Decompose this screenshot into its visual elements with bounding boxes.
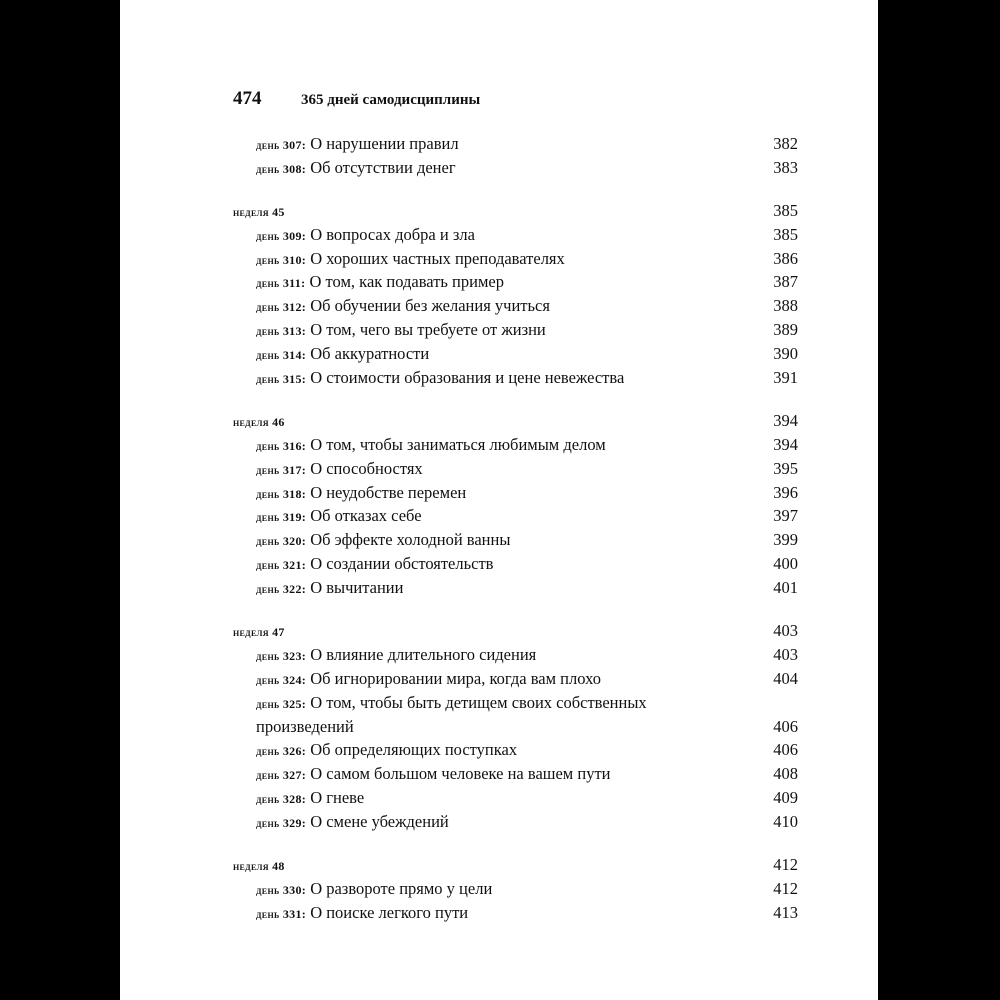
day-label: день 312: xyxy=(256,300,307,315)
toc-entry[interactable] xyxy=(233,667,798,691)
day-label: день 309: xyxy=(256,228,307,243)
toc-entry[interactable] xyxy=(233,786,798,810)
toc-entry[interactable] xyxy=(233,877,798,901)
entry-page-number: 397 xyxy=(773,506,798,526)
toc-entry[interactable] xyxy=(233,901,798,925)
entry-title: О нарушении правил xyxy=(310,134,459,153)
entry-title: Об определяющих поступках xyxy=(310,740,518,760)
entry-page-number: 390 xyxy=(773,344,798,364)
entry-title: О влияние длительного сидения xyxy=(310,644,537,664)
toc-week-heading[interactable] xyxy=(233,409,798,433)
entry-page-number: 389 xyxy=(773,320,798,340)
day-label: день 314: xyxy=(256,348,307,363)
entry-title: О развороте прямо у цели xyxy=(310,878,493,898)
entry-page-number: 394 xyxy=(773,434,798,454)
entry-title: О неудобстве перемен xyxy=(310,482,467,502)
week-label: неделя 45 xyxy=(233,204,285,219)
entry-page-number: 413 xyxy=(773,902,798,922)
entry-title: О том, как подавать пример xyxy=(309,272,504,292)
day-label: день 324: xyxy=(256,672,307,687)
entry-title: О том, чего вы требуете от жизни xyxy=(310,320,546,340)
toc-entry[interactable] xyxy=(233,528,798,552)
book-page xyxy=(120,0,878,1000)
entry-title: О поиске легкого пути xyxy=(310,902,469,922)
day-label: день 317: xyxy=(256,462,307,477)
day-label: день 320: xyxy=(256,534,307,549)
toc-entry-continuation[interactable] xyxy=(233,715,798,739)
entry-page-number: 399 xyxy=(773,530,798,550)
entry-title: О вычитании xyxy=(310,578,404,598)
entry-page-number: 410 xyxy=(773,812,798,832)
entry-page-number: 404 xyxy=(773,668,798,688)
day-label: день 325: xyxy=(256,696,307,711)
toc-entry[interactable] xyxy=(233,762,798,786)
entry-title: Об обучении без желания учиться xyxy=(310,296,550,316)
week-label: неделя 46 xyxy=(233,414,285,429)
entry-title: Об игнорировании мира, когда вам плохо xyxy=(310,668,601,688)
toc-entry[interactable] xyxy=(233,223,798,247)
entry-page-number: 382 xyxy=(773,134,798,153)
entry-page-number: 401 xyxy=(773,578,798,598)
entry-page-number: 395 xyxy=(773,458,798,478)
entry-page-number: 388 xyxy=(773,296,798,316)
entry-page-number: 391 xyxy=(773,368,798,388)
day-label: день 327: xyxy=(256,768,307,783)
toc-entry[interactable] xyxy=(233,552,798,576)
week-page-number: 385 xyxy=(773,200,798,220)
day-label: день 313: xyxy=(256,324,307,339)
entry-page-number: 406 xyxy=(773,740,798,760)
toc-week-heading[interactable] xyxy=(233,199,798,223)
toc-entry[interactable] xyxy=(233,457,798,481)
week-page-number: 412 xyxy=(773,855,798,875)
toc-entry[interactable] xyxy=(233,156,798,180)
toc-entry[interactable] xyxy=(233,247,798,271)
table-of-contents xyxy=(233,132,798,925)
entry-title: О том, чтобы заниматься любимым делом xyxy=(310,434,606,454)
week-label: неделя 48 xyxy=(233,859,285,874)
running-title: 365 дней самодисциплины xyxy=(301,92,481,108)
toc-entry[interactable] xyxy=(233,576,798,600)
toc-entry[interactable] xyxy=(233,132,798,156)
toc-entry[interactable] xyxy=(233,366,798,390)
day-label: день 307: xyxy=(256,138,307,152)
day-label: день 319: xyxy=(256,510,307,525)
entry-page-number: 409 xyxy=(773,788,798,808)
entry-title: О смене убеждений xyxy=(310,812,449,832)
toc-entry[interactable] xyxy=(233,643,798,667)
toc-week-group xyxy=(233,132,798,180)
toc-entry[interactable] xyxy=(233,504,798,528)
entry-page-number: 406 xyxy=(773,716,798,736)
entry-title: О самом большом человеке на вашем пути xyxy=(310,764,611,784)
day-label: день 311: xyxy=(256,276,306,291)
day-label: день 330: xyxy=(256,882,307,897)
entry-title: О создании обстоятельств xyxy=(310,554,494,574)
entry-title: Об эффекте холодной ванны xyxy=(310,530,511,550)
day-label: день 315: xyxy=(256,372,307,387)
entry-title: О стоимости образования и цене невежества xyxy=(310,368,625,388)
entry-title: О гневе xyxy=(310,788,365,808)
toc-entry[interactable] xyxy=(233,318,798,342)
entry-page-number: 387 xyxy=(773,272,798,292)
toc-week-group xyxy=(233,409,798,600)
entry-page-number: 412 xyxy=(773,878,798,898)
entry-title: Об отказах себе xyxy=(310,506,422,526)
day-label: день 326: xyxy=(256,744,307,759)
toc-entry[interactable] xyxy=(233,691,798,715)
toc-entry[interactable] xyxy=(233,294,798,318)
toc-entry[interactable] xyxy=(233,738,798,762)
toc-week-group xyxy=(233,853,798,925)
entry-page-number: 400 xyxy=(773,554,798,574)
week-page-number: 403 xyxy=(773,621,798,641)
entry-title: О том, чтобы быть детищем своих собственных xyxy=(310,692,647,712)
entry-title-continuation: произведений xyxy=(256,716,354,736)
entry-page-number: 403 xyxy=(773,644,798,664)
entry-title: О хороших частных преподавателях xyxy=(310,248,565,268)
entry-title: Об отсутствии денег xyxy=(310,157,456,177)
toc-week-group xyxy=(233,619,798,834)
entry-page-number: 385 xyxy=(773,224,798,244)
toc-entry[interactable] xyxy=(233,481,798,505)
toc-entry[interactable] xyxy=(233,810,798,834)
toc-week-heading[interactable] xyxy=(233,853,798,877)
toc-week-group xyxy=(233,199,798,390)
day-label: день 318: xyxy=(256,486,307,501)
day-label: день 329: xyxy=(256,816,307,831)
week-page-number: 394 xyxy=(773,410,798,430)
day-label: день 322: xyxy=(256,582,307,597)
toc-entry[interactable] xyxy=(233,433,798,457)
entry-page-number: 383 xyxy=(773,157,798,177)
week-label: неделя 47 xyxy=(233,625,285,640)
day-label: день 331: xyxy=(256,906,307,921)
toc-entry[interactable] xyxy=(233,270,798,294)
day-label: день 321: xyxy=(256,558,307,573)
entry-page-number: 396 xyxy=(773,482,798,502)
toc-entry[interactable] xyxy=(233,342,798,366)
entry-title: О способностях xyxy=(310,458,423,478)
toc-week-heading[interactable] xyxy=(233,619,798,643)
day-label: день 308: xyxy=(256,161,307,176)
day-label: день 328: xyxy=(256,792,307,807)
day-label: день 323: xyxy=(256,648,307,663)
entry-title: Об аккуратности xyxy=(310,344,430,364)
day-label: день 316: xyxy=(256,438,307,453)
running-head xyxy=(233,88,480,110)
day-label: день 310: xyxy=(256,252,307,267)
page-number: 474 xyxy=(233,88,262,109)
entry-page-number: 408 xyxy=(773,764,798,784)
entry-page-number: 386 xyxy=(773,248,798,268)
entry-title: О вопросах добра и зла xyxy=(310,224,475,244)
